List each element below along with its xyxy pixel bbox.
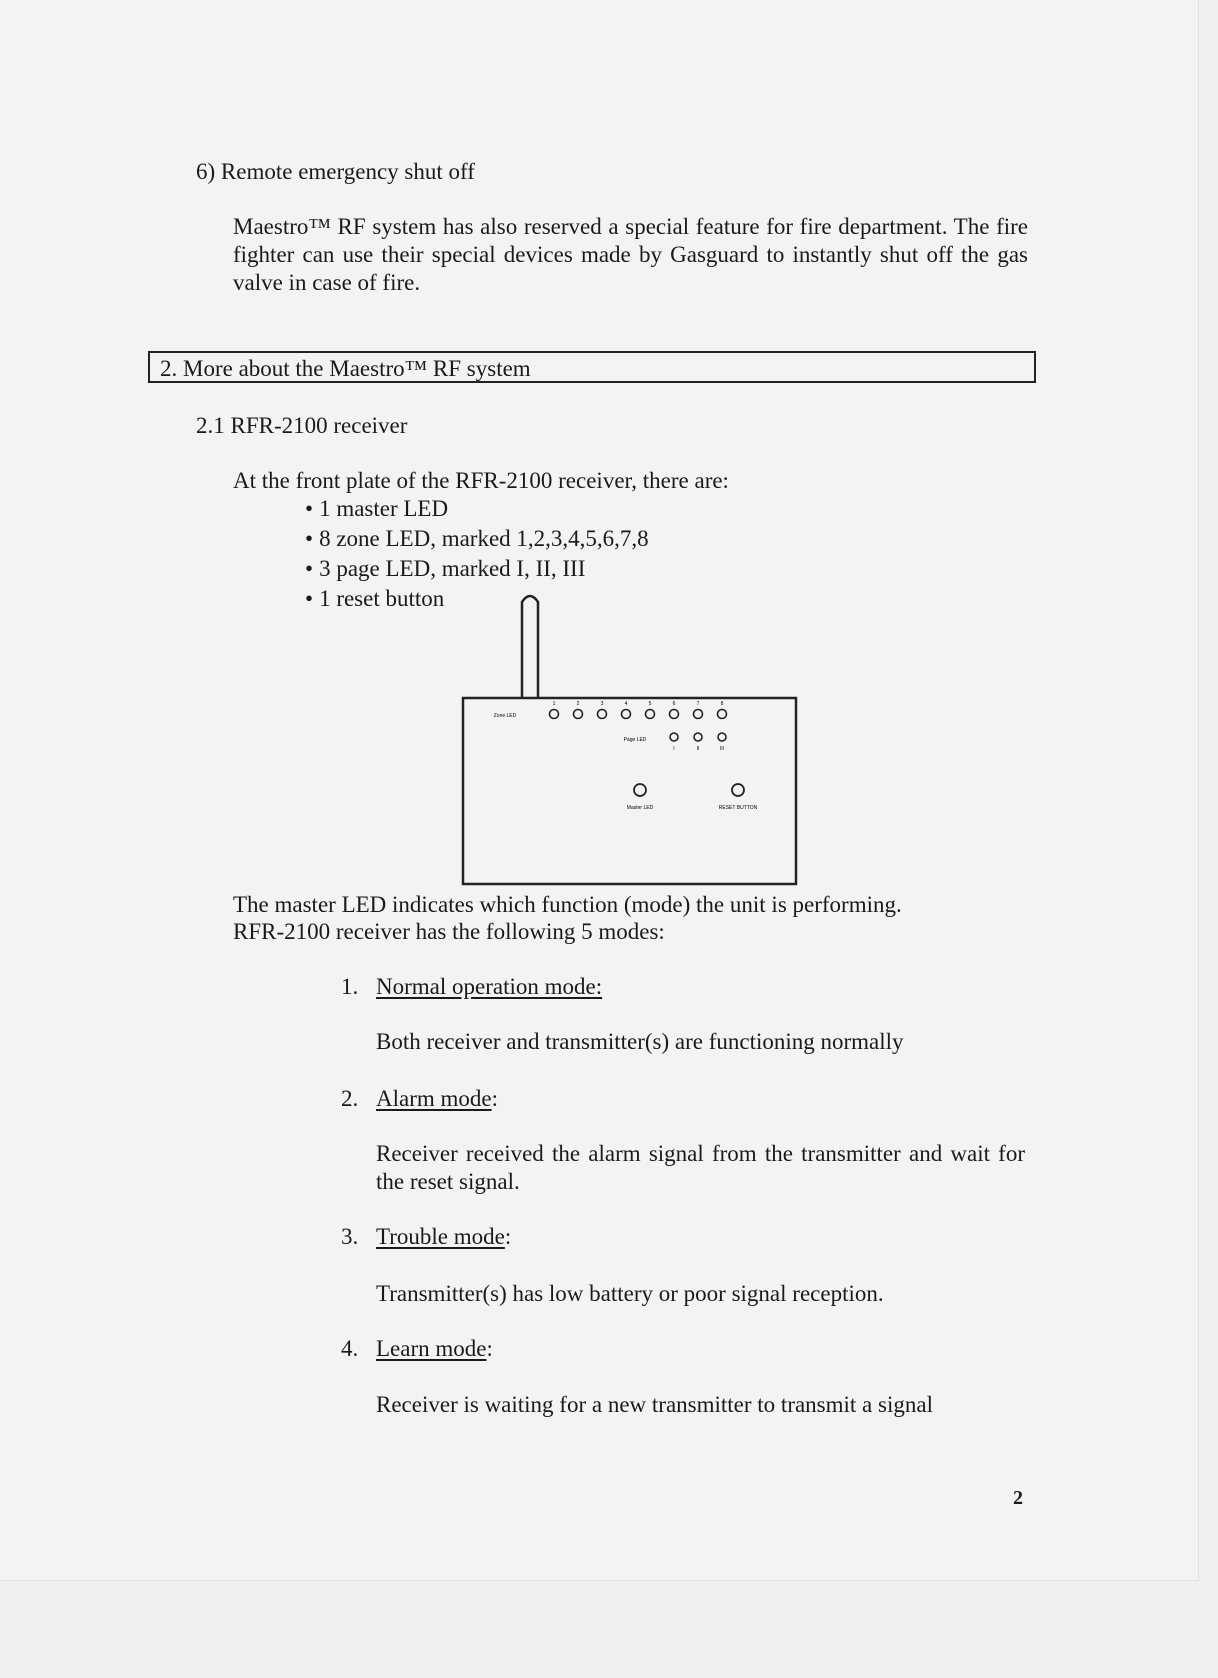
receiver-diagram (455, 588, 805, 888)
mode-number: 2. (341, 1086, 359, 1111)
section-2-header (148, 351, 1036, 383)
zone-led-4-icon (622, 710, 631, 719)
zone-number: 1 (552, 701, 556, 707)
zone-number: 5 (648, 701, 652, 707)
page-number: II (696, 746, 700, 752)
bullet-item: • 3 page LED, marked I, II, III (305, 554, 649, 584)
mode-description: Both receiver and transmitter(s) are functioning normally (376, 1029, 904, 1054)
zone-led-row (550, 710, 727, 719)
section-2-title: 2. More about the Maestro™ RF system (160, 356, 531, 381)
mode-title: Learn mode (376, 1336, 487, 1361)
zone-number: 2 (576, 701, 580, 707)
zone-number: 6 (672, 701, 676, 707)
mode-number: 4. (341, 1336, 359, 1361)
item6-heading: 6) Remote emergency shut off (196, 159, 475, 184)
zone-led-7-icon (694, 710, 703, 719)
zone-led-6-icon (670, 710, 679, 719)
modes-intro-line-2: RFR-2100 receiver has the following 5 modes: (233, 919, 665, 944)
mode-description: Transmitter(s) has low battery or poor signal reception. (376, 1281, 884, 1306)
mode-heading (376, 1222, 511, 1251)
bullet-item: • 1 reset button (305, 584, 649, 614)
reset-button-icon (732, 784, 744, 796)
zone-numbers (553, 701, 724, 707)
bullet-item: • 8 zone LED, marked 1,2,3,4,5,6,7,8 (305, 524, 649, 554)
mode-description: Receiver received the alarm signal from the transmitter and wait for the reset signal. (376, 1141, 1025, 1194)
reset-button-label: RESET BUTTON (718, 805, 758, 811)
master-led-icon (634, 784, 646, 796)
page-number: III (719, 746, 725, 752)
mode-heading (376, 1084, 498, 1113)
zone-led-1-icon (550, 710, 559, 719)
receiver-housing (463, 698, 796, 884)
zone-number: 7 (696, 701, 700, 707)
page-led-1-icon (670, 733, 678, 741)
zone-number: 3 (600, 701, 604, 707)
modes-intro-line-1: The master LED indicates which function (mode) the unit is performing. (233, 892, 902, 917)
subsection-title: 2.1 RFR-2100 receiver (196, 413, 408, 438)
mode-title: Alarm mode (376, 1086, 492, 1111)
bullet-item: • 1 master LED (305, 494, 649, 524)
zone-number: 4 (624, 701, 628, 707)
zone-led-8-icon (718, 710, 727, 719)
antenna-icon (522, 596, 538, 698)
page-led-label: Page LED (623, 737, 647, 743)
mode-heading (376, 1334, 493, 1363)
mode-number: 1. (341, 974, 359, 999)
mode-heading (376, 972, 602, 1001)
zone-number: 8 (720, 701, 724, 707)
zone-led-5-icon (646, 710, 655, 719)
page-led-row (670, 733, 726, 741)
page-number: 2 (1013, 1487, 1023, 1509)
mode-title-suffix: : (486, 1336, 493, 1361)
mode-description: Receiver is waiting for a new transmitter to transmit a signal (376, 1392, 933, 1417)
mode-title-suffix: : (504, 1224, 512, 1249)
zone-led-3-icon (598, 710, 607, 719)
page-number: I (673, 746, 675, 752)
zone-led-2-icon (574, 710, 583, 719)
mode-title: Trouble mode (376, 1224, 505, 1249)
page-led-3-icon (718, 733, 726, 741)
master-led-label: Master LED (626, 805, 654, 811)
mode-number: 3. (341, 1224, 359, 1249)
page-numbers (673, 746, 724, 752)
zone-led-label: Zone LED (493, 713, 517, 719)
front-plate-intro: At the front plate of the RFR-2100 receiver, there are: (233, 468, 729, 493)
item6-body: Maestro™ RF system has also reserved a special feature for fire department. The fire fighter can use their special devices made by Gasguard to instantly shut off the gas valve in case of fire. (233, 214, 1028, 295)
page-led-2-icon (694, 733, 702, 741)
mode-title-suffix: : (491, 1086, 498, 1111)
mode-title: Normal operation mode: (376, 974, 603, 999)
